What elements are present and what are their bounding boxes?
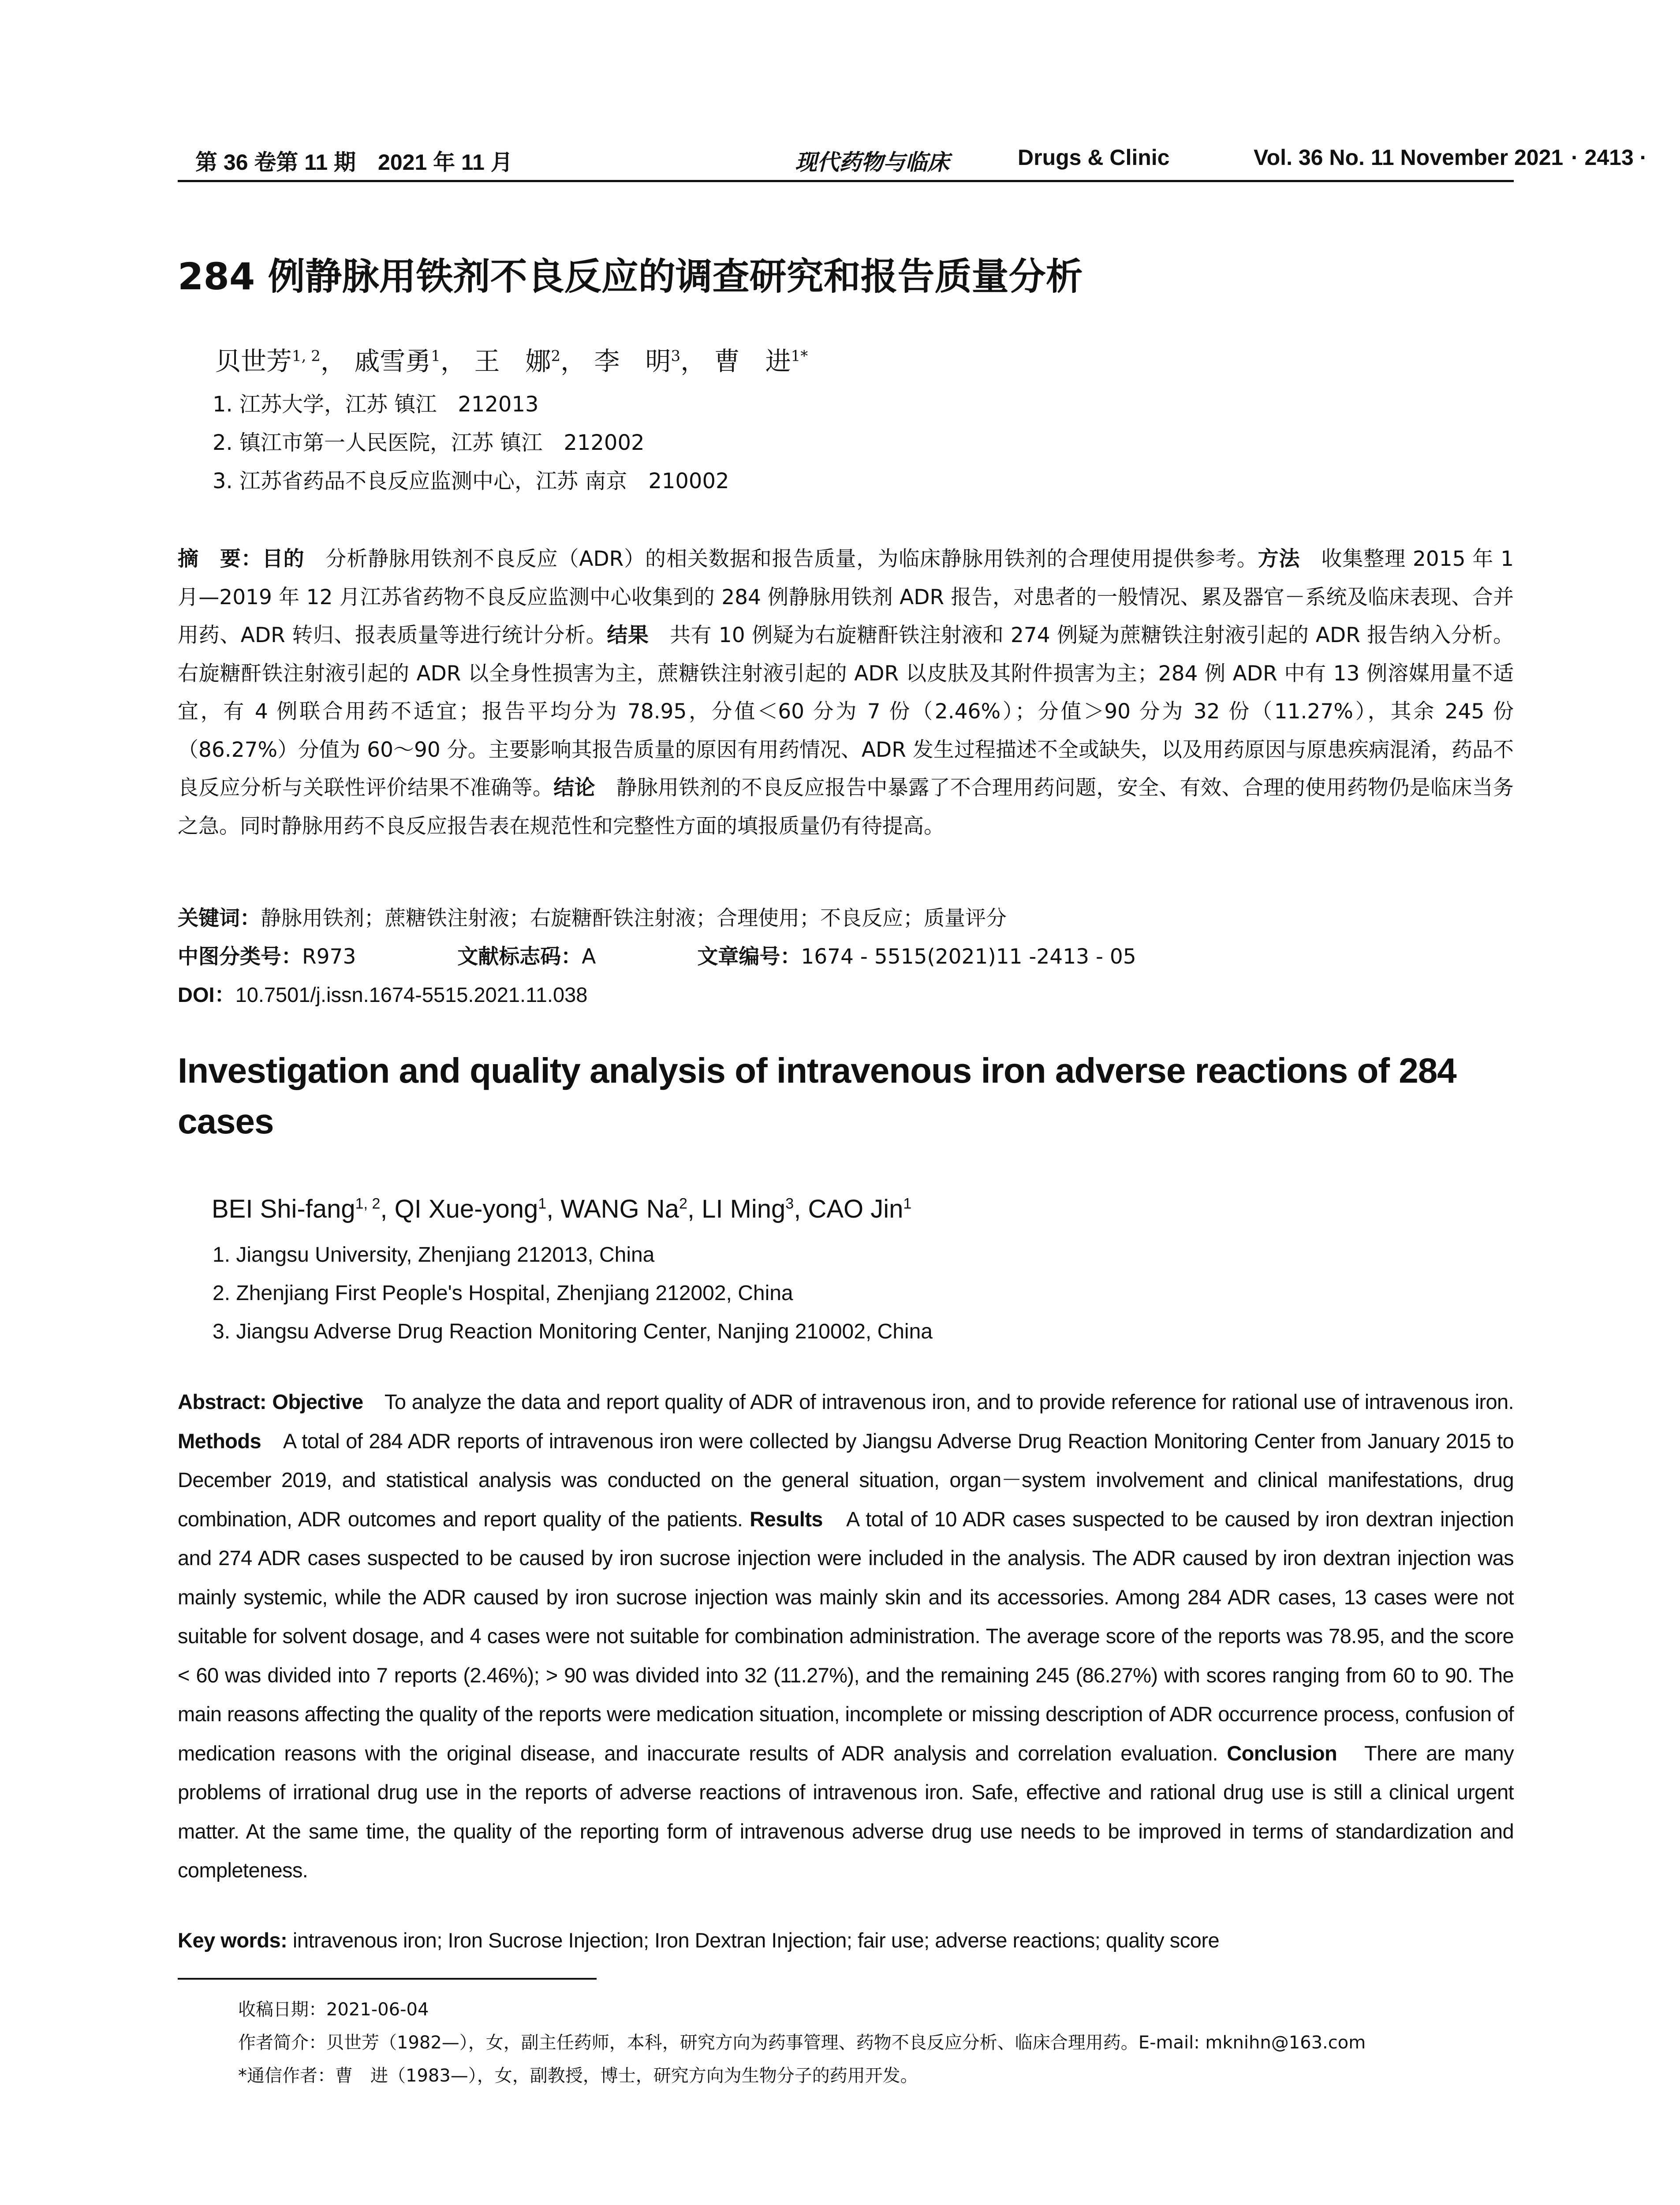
conclusion-label: 结论: [553, 776, 595, 800]
author-en: BEI Shi-fang: [212, 1195, 355, 1223]
methods-label: Methods: [178, 1429, 261, 1453]
affiliation-en: 2. Zhenjiang First People's Hospital, Zhenjiang 212002, China: [213, 1282, 793, 1305]
author-sup: 1, 2: [292, 347, 321, 365]
doc-code-value: A: [582, 945, 596, 969]
doc-code-label: 文献标志码：: [457, 945, 582, 969]
author-sup: 1, 2: [355, 1195, 381, 1212]
author-sup: 2: [551, 347, 561, 365]
keywords-label: 关键词：: [178, 906, 261, 931]
authors-cn: 贝世芳$^{1, 2}$， 戚雪勇$^1$， 王 娜$^2$， 李 明$^3$， 曹 进$^{1*}$: [215, 346, 808, 376]
results-label: Results: [750, 1507, 823, 1531]
abstract-label: Abstract:: [178, 1390, 273, 1413]
keywords-en: [178, 1928, 1219, 1952]
affiliation-en: 1. Jiangsu University, Zhenjiang 212013, China: [213, 1243, 655, 1267]
author-cn: 戚雪勇: [354, 346, 431, 376]
results-text: A total of 10 ADR cases suspected to be caused by iron dextran injection and 274 ADR cases suspected to be caused by iron sucrose injection were included in the analysis. The ADR caused by iron dextran injection was mainly systemic, while the ADR caused by iron sucrose injection was mainly skin and its accessories. Among 284 ADR cases, 13 cases were not suitable for solvent dosage, and 4 cases were not suitable for combination administration. The average score of the reports was 78.95, and the score < 60 was divided into 7 reports (2.46%); > 90 was divided into 32 (11.27%), and the remaining 245 (86.27%) with scores ranging from 60 to 90. The main reasons affecting the quality of the reports were medication situation, incomplete or missing description of ADR occurrence process, confusion of medication reasons with the original disease, and inaccurate results of ADR analysis and correlation evaluation.: [178, 1507, 1514, 1765]
affiliation-cn: 2. 镇江市第一人民医院，江苏 镇江 212002: [213, 430, 645, 455]
affiliation-cn: 3. 江苏省药品不良反应监测中心，江苏 南京 210002: [213, 469, 729, 493]
objective-text: 分析静脉用铁剂不良反应（ADR）的相关数据和报告质量，为临床静脉用铁剂的合理使用提供参考。: [304, 547, 1258, 571]
affiliation-en: 3. Jiangsu Adverse Drug Reaction Monitoring Center, Nanjing 210002, China: [213, 1320, 933, 1343]
methods-text: 收集整理 2015 年 1 月—2019 年 12 月江苏省药物不良反应监测中心收集到的 284 例静脉用铁剂 ADR 报告，对患者的一般情况、累及器官－系统及临床表现、合并用药、ADR 转归、报表质量等进行统计分析。: [178, 547, 1514, 647]
results-label: 结果: [607, 623, 649, 647]
author-sup: 1*: [791, 347, 808, 365]
objective-label: 目的: [262, 547, 305, 571]
results-text: 共有 10 例疑为右旋糖酐铁注射液和 274 例疑为蔗糖铁注射液引起的 ADR 报告纳入分析。右旋糖酐铁注射液引起的 ADR 以全身性损害为主，蔗糖铁注射液引起的 ADR 以皮肤及其附件损害为主；284 例 ADR 中有 13 例溶媒用量不适宜，有 4 例联合用药不适宜；报告平均分为 78.95，分值＜60 分为 7 份（2.46%）；分值＞90 分为 32 份（11.27%），其余 245 份（86.27%）分值为 60～90 分。主要影响其报告质量的原因有用药情况、ADR 发生过程描述不全或缺失，以及用药原因与原患疾病混淆，药品不良反应分析与关联性评价结果不准确等。: [178, 623, 1514, 800]
doi-label: DOI：: [178, 983, 235, 1006]
conclusion-label: Conclusion: [1227, 1741, 1337, 1765]
author-en: WANG Na: [560, 1195, 679, 1223]
footnote-received: 收稿日期：2021-06-04: [238, 1999, 429, 2020]
author-sup: 3: [671, 347, 681, 365]
methods-text: A total of 284 ADR reports of intravenous iron were collected by Jiangsu Adverse Drug Reaction Monitoring Center from January 2015 to December 2019, and statistical analysis was conducted on the general situation, organ－system involvement and clinical manifestations, drug combination, ADR outcomes and report quality of the patients.: [178, 1429, 1514, 1531]
abstract-en: [178, 1383, 1514, 1890]
title-en: Investigation and quality analysis of intravenous iron adverse reactions of 284 cases: [178, 1051, 1456, 1141]
doi-line: [178, 979, 587, 1008]
affiliation-cn: 1. 江苏大学，江苏 镇江 212013: [213, 392, 539, 417]
keywords-label: Key words:: [178, 1928, 293, 1952]
abstract-cn: [178, 540, 1514, 845]
footnote-author-bio: 作者简介：贝世芳（1982—），女，副主任药师，本科，研究方向为药事管理、药物不良反应分析、临床合理用药。E-mail: mknihn@163.com: [238, 2033, 1366, 2053]
keywords-text: intravenous iron; Iron Sucrose Injection; Iron Dextran Injection; fair use; adverse reactions; quality score: [292, 1928, 1220, 1952]
author-sup: 3: [785, 1195, 794, 1212]
author-cn: 贝世芳: [215, 346, 292, 376]
objective-text: To analyze the data and report quality of ADR of intravenous iron, and to provide reference for rational use of intravenous iron.: [363, 1390, 1514, 1413]
objective-label: Objective: [272, 1390, 363, 1413]
author-sup: 2: [679, 1195, 687, 1212]
article-no-label: 文章编号：: [697, 945, 801, 969]
conclusion-text: There are many problems of irrational drug use in the reports of adverse reactions of intravenous iron. Safe, effective and rational drug use is still a clinical urgent matter. At the same time, the quality of the reporting form of intravenous adverse drug use needs to be improved in terms of standardization and completeness.: [178, 1741, 1514, 1882]
journal-name-en: Drugs & Clinic: [1018, 145, 1170, 170]
authors-en: BEI Shi-fang$^{1, 2}$, QI Xue-yong$^1$, WANG Na$^2$, LI Ming$^3$, CAO Jin$^1$: [212, 1195, 912, 1223]
journal-name-cn: 现代药物与临床: [795, 149, 949, 175]
abstract-label: 摘 要：: [178, 547, 262, 571]
author-sup: 1: [538, 1195, 547, 1212]
doi-value: 10.7501/j.issn.1674-5515.2021.11.038: [235, 983, 588, 1006]
footnote-rule: [178, 1978, 597, 1980]
author-cn: 曹 进: [714, 346, 791, 376]
author-en: LI Ming: [702, 1195, 786, 1223]
footnote-corresponding: *通信作者：曹 进（1983—），女，副教授，博士，研究方向为生物分子的药用开发。: [238, 2066, 918, 2086]
clc-value: R973: [302, 945, 356, 969]
page-number: · 2413 ·: [1571, 145, 1647, 170]
author-cn: 李 明: [594, 346, 671, 376]
author-en: QI Xue-yong: [394, 1195, 538, 1223]
clc-label: 中图分类号：: [178, 945, 302, 969]
classification-line: [178, 940, 1136, 970]
issue-en: Vol. 36 No. 11 November 2021: [1254, 145, 1564, 170]
issue-cn: 第 36 卷第 11 期 2021 年 11 月: [195, 150, 513, 175]
title-cn: 284 例静脉用铁剂不良反应的调查研究和报告质量分析: [178, 255, 1083, 298]
author-sup: 1: [903, 1195, 912, 1212]
methods-label: 方法: [1258, 547, 1300, 571]
author-cn: 王 娜: [474, 346, 551, 376]
keywords-cn: [178, 902, 1007, 931]
author-en: CAO Jin: [808, 1195, 903, 1223]
article-no-value: 1674 - 5515(2021)11 -2413 - 05: [801, 945, 1136, 969]
conclusion-text: 静脉用铁剂的不良反应报告中暴露了不合理用药问题，安全、有效、合理的使用药物仍是临床当务之急。同时静脉用药不良反应报告表在规范性和完整性方面的填报质量仍有待提高。: [178, 776, 1514, 838]
running-header: [178, 140, 1647, 182]
keywords-text: 静脉用铁剂；蔗糖铁注射液；右旋糖酐铁注射液；合理使用；不良反应；质量评分: [261, 906, 1007, 931]
author-sup: 1: [431, 347, 441, 365]
